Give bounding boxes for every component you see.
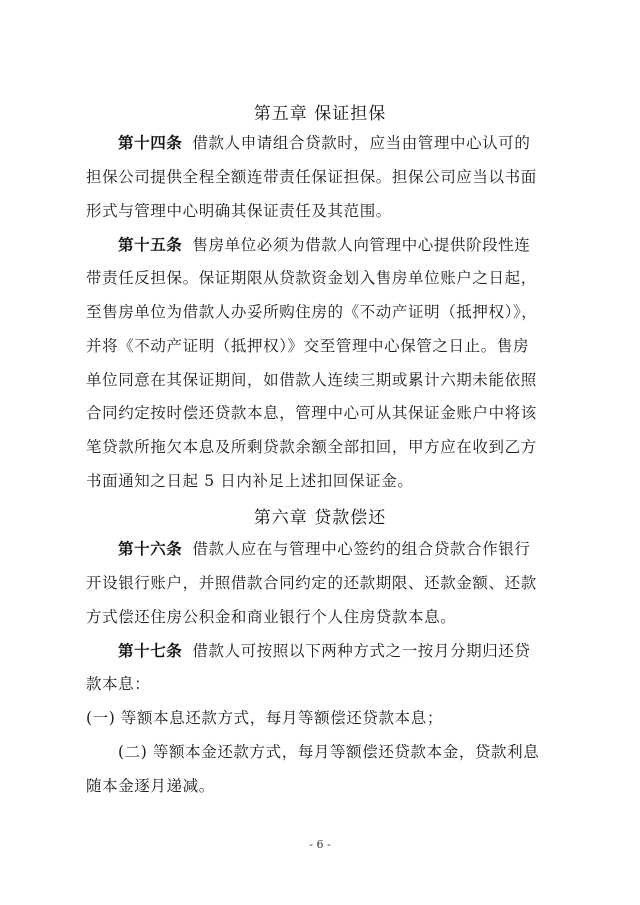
article-16-line-1 xyxy=(118,538,531,560)
article-15-line-4: 并将《不动产证明（抵押权）》交至管理中心保管之日止。售房 xyxy=(86,337,530,355)
article-15-line-1 xyxy=(118,234,531,256)
article-14-line-1 xyxy=(118,132,531,154)
article-17-line-2: 款本息： xyxy=(86,675,151,693)
article-16-text-1: 借款人应在与管理中心签约的组合贷款合作银行 xyxy=(192,540,531,558)
chapter-5-heading: 第五章 保证担保 xyxy=(253,104,387,124)
article-15-line-3: 至售房单位为借款人办妥所购住房的《不动产证明（抵押权）》， xyxy=(86,303,538,321)
option-2-line-2: 随本金逐月递减。 xyxy=(86,777,215,795)
article-15-line-2: 带责任反担保。保证期限从贷款资金划入售房单位账户之日起， xyxy=(86,269,537,287)
article-15-line-7: 笔贷款所拖欠本息及所剩贷款余额全部扣回，甲方应在收到乙方 xyxy=(86,438,537,456)
article-15-line-5: 单位同意在其保证期间，如借款人连续三期或累计六期未能依照 xyxy=(86,371,537,389)
article-14-line-3: 形式与管理中心明确其保证责任及其范围。 xyxy=(86,202,392,220)
page-number: - 6 - xyxy=(309,838,331,851)
article-17-label: 第十七条 xyxy=(118,642,183,660)
chapter-6-heading: 第六章 贷款偿还 xyxy=(253,508,387,528)
article-15-text-1: 售房单位必须为借款人向管理中心提供阶段性连 xyxy=(192,236,531,254)
article-16-line-3: 方式偿还住房公积金和商业银行个人住房贷款本息。 xyxy=(86,608,457,626)
article-15-line-6: 合同约定按时偿还贷款本息，管理中心可从其保证金账户中将该 xyxy=(86,404,537,422)
article-14-text-1: 借款人申请组合贷款时，应当由管理中心认可的 xyxy=(192,134,531,152)
article-16-line-2: 开设银行账户，并照借款合同约定的还款期限、还款金额、还款 xyxy=(86,574,537,592)
article-14-label: 第十四条 xyxy=(118,134,183,152)
article-17-line-1 xyxy=(118,640,531,662)
option-1-line: (一) 等额本息还款方式，每月等额偿还贷款本息； xyxy=(86,709,443,727)
article-16-label: 第十六条 xyxy=(118,540,183,558)
article-15-label: 第十五条 xyxy=(118,236,183,254)
article-17-text-1: 借款人可按照以下两种方式之一按月分期归还贷 xyxy=(192,642,531,660)
article-15-line-8: 书面通知之日起 5 日内补足上述扣回保证金。 xyxy=(86,472,414,490)
article-14-line-2: 担保公司提供全程全额连带责任保证担保。担保公司应当以书面 xyxy=(86,168,537,186)
option-2-line-1: (二) 等额本金还款方式，每月等额偿还贷款本金，贷款利息 xyxy=(118,743,540,761)
